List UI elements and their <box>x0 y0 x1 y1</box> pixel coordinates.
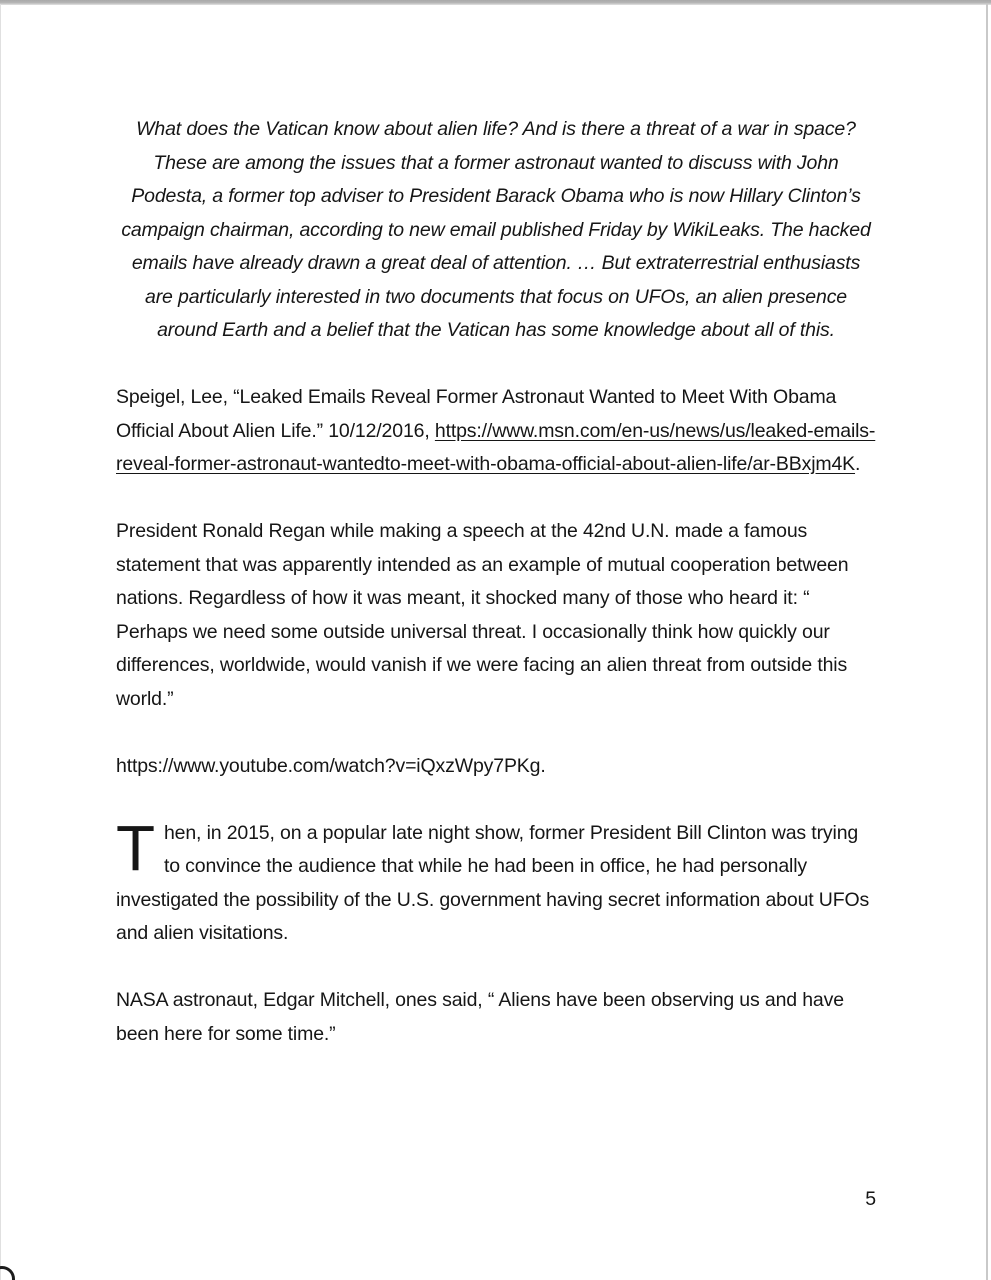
citation-text: Speigel, Lee, “Leaked Emails Reveal Former Astronaut Wanted to Meet With Obama Official About Alien Life.” 10/12/2016, <box>116 386 837 442</box>
reagan-paragraph: President Ronald Regan while making a speech at the 42nd U.N. made a famous statement that was apparently intended as an example of mutual cooperation between nations. Regardless of how it was meant, it shocked many of those who heard it: “ Perhaps we need some outside universal threat. I occasionally think how quickly our differences, worldwide, would vanish if we were facing an alien threat from outside this world.” <box>116 520 849 710</box>
page-top-edge <box>0 0 991 5</box>
page-number: 5 <box>865 1188 876 1210</box>
citation-period: . <box>855 453 861 475</box>
citation-paragraph <box>116 381 876 482</box>
corner-artifact <box>0 1266 15 1280</box>
dropcap-letter: T <box>116 811 155 884</box>
page-content <box>116 113 876 1051</box>
clinton-paragraph <box>116 811 876 951</box>
page-right-edge <box>986 4 988 1280</box>
youtube-url-text: https://www.youtube.com/watch?v=iQxzWpy7PKg. <box>116 754 546 777</box>
mitchell-paragraph: NASA astronaut, Edgar Mitchell, ones said, “ Aliens have been observing us and have been here for some time.” <box>116 989 844 1045</box>
page-left-edge <box>0 4 1 1280</box>
clinton-paragraph-text: hen, in 2015, on a popular late night show, former President Bill Clinton was trying to convince the audience that while he had been in office, he had personally investigated the possibility of the U.S. government having secret information about UFOs and alien visitations. <box>116 821 870 944</box>
blockquote-excerpt: What does the Vatican know about alien life? And is there a threat of a war in space? These are among the issues that a former astronaut wanted to discuss with John Podesta, a former top adviser to President Barack Obama who is now Hillary Clinton’s campaign chairman, according to new email published Friday by WikiLeaks. The hacked emails have already drawn a great deal of attention. … But extraterrestrial enthusiasts are particularly interested in two documents that focus on UFOs, an alien presence around Earth and a belief that the Vatican has some knowledge about all of this. <box>121 118 871 341</box>
msn-article-link[interactable]: https://www.msn.com/en-us/news/us/leaked-emails-reveal-former-astronaut-wantedto-meet-with-obama-official-about-alien-life/ar-BBxjm4K <box>116 419 876 475</box>
